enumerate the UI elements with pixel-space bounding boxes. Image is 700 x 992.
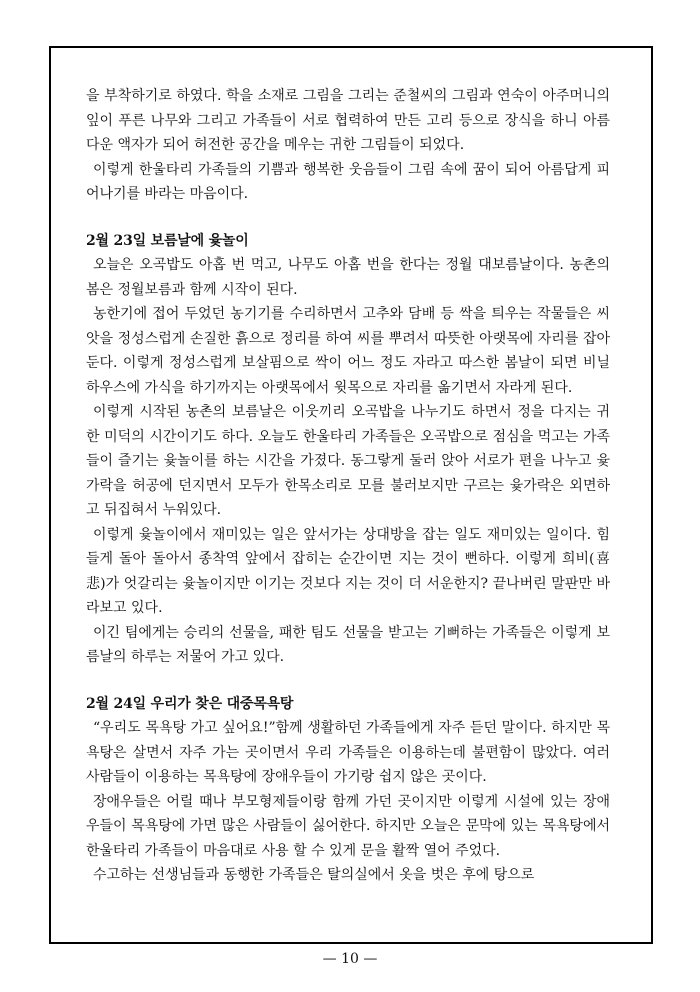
- page-number: — 10 —: [322, 951, 378, 967]
- paragraph: 이긴 팀에게는 승리의 선물을, 패한 팀도 선물을 받고는 기뻐하는 가족들은 이렇게 보름날의 하루는 저물어 가고 있다.: [86, 624, 610, 665]
- paragraph: 이렇게 한울타리 가족들의 기쁨과 행복한 웃음들이 그림 속에 꿈이 되어 아름답게 피어나기를 바라는 마음이다.: [86, 161, 610, 202]
- paragraph: 이렇게 시작된 농촌의 보름날은 이웃끼리 오곡밥을 나누기도 하면서 정을 다지는 귀한 미덕의 시간이기도 하다. 오늘도 한울타리 가족들은 오곡밥으로 점심을 먹고는 가족들이 즐기는 윷놀이를 하는 시간을 가졌다. 동그랗게 둘러 앉아 서로가 편을 나누고 윷가락을 허공에 던지면서 모두가 한목소리로 모를 불러보지만 구르는 윷가락은 외면하고 뒤집혀서 누워있다.: [86, 404, 610, 518]
- section-heading: 2월 23일 보름날에 윷놀이: [86, 232, 249, 249]
- paragraph: 농한기에 접어 두었던 농기기를 수리하면서 고추와 담배 등 싹을 틔우는 작물들은 씨앗을 정성스럽게 손질한 흙으로 정리를 하여 씨를 뿌려서 따뜻한 아랫목에 자리를 잡아 둔다. 이렇게 정성스럽게 보살핌으로 싹이 어느 정도 자라고 따스한 봄날이 되면 비닐하우스에 가식을 하기까지는 아랫목에서 윗목으로 자리를 옮기면서 자라게 된다.: [86, 306, 610, 396]
- paragraph: 장애우들은 어릴 때나 부모형제들이랑 함께 가던 곳이지만 이렇게 시설에 있는 장애우들이 목욕탕에 가면 많은 사람들이 싫어한다. 하지만 오늘은 문막에 있는 목욕탕에서 한울타리 가족들이 마음대로 사용 할 수 있게 문을 활짝 열어 주었다.: [86, 793, 610, 859]
- paragraph: 수고하는 선생님들과 동행한 가족들은 탈의실에서 옷을 벗은 후에 탕으로: [93, 867, 535, 883]
- paragraph: 오늘은 오곡밥도 아홉 번 먹고, 나무도 아홉 번을 한다는 정월 대보름날이다. 농촌의 봄은 정월보름과 함께 시작이 된다.: [86, 257, 610, 298]
- section-feb-24: [86, 692, 610, 888]
- paragraph: 을 부착하기로 하였다. 학을 소재로 그림을 그리는 준철씨의 그림과 연숙이 아주머니의 잎이 푸른 나무와 그리고 가족들이 서로 협력하여 만든 고리 등으로 장식을 하니 아름다운 액자가 되어 허전한 공간을 메우는 귀한 그림들이 되었다.: [86, 88, 610, 153]
- page-body: [86, 84, 610, 888]
- paragraph: 이렇게 윷놀이에서 재미있는 일은 앞서가는 상대방을 잡는 일도 재미있는 일이다. 힘들게 돌아 돌아서 종착역 앞에서 잡히는 순간이면 지는 것이 뻔하다. 이렇게 희비(喜悲)가 엇갈리는 윷놀이지만 이기는 것보다 지는 것이 더 서운한지? 끝나버린 말판만 바라보고 있다.: [86, 526, 610, 616]
- section-heading: 2월 24일 우리가 찾은 대중목욕탕: [86, 695, 294, 712]
- section-continuation: [86, 84, 610, 207]
- paragraph: “우리도 목욕탕 가고 싶어요!”함께 생활하던 가족들에게 자주 듣던 말이다. 하지만 목욕탕은 살면서 자주 가는 곳이면서 우리 가족들은 이용하는데 불편함이 많았다. 여러 사람들이 이용하는 목욕탕에 장애우들이 가기랑 쉽지 않은 곳이다.: [86, 720, 610, 785]
- section-feb-23: [86, 229, 610, 670]
